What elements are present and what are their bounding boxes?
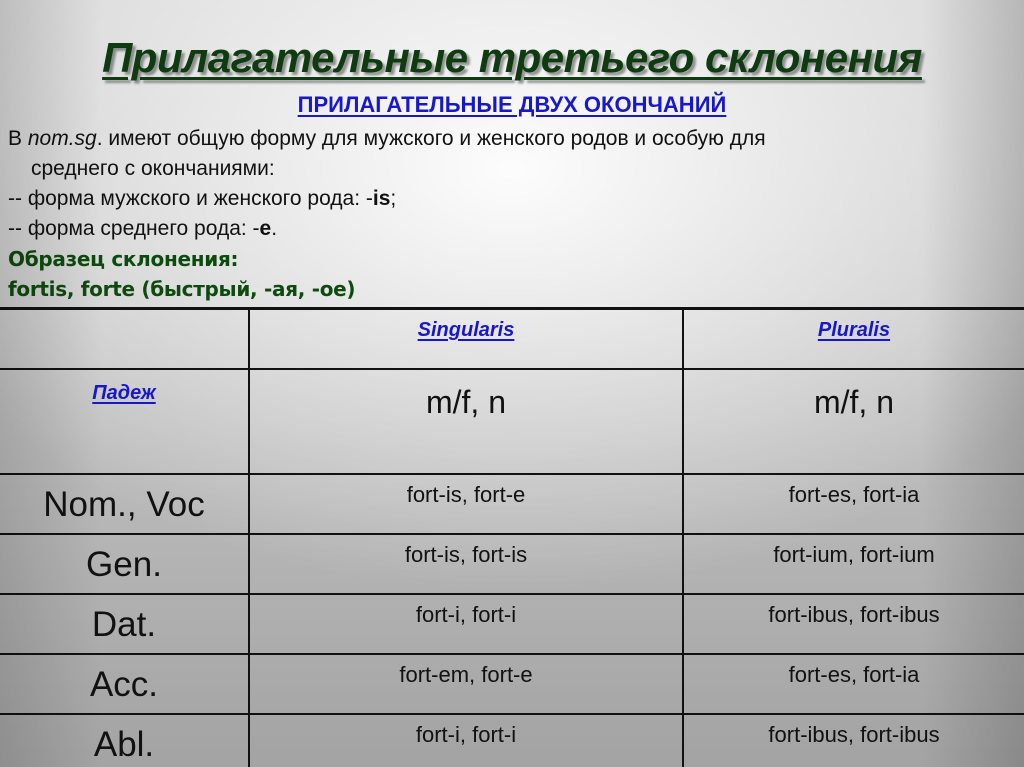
singular-gender-cell	[249, 369, 683, 474]
table-row	[0, 654, 1024, 714]
plural-cell	[683, 714, 1024, 767]
plural-gender-text: m/f, n	[813, 383, 894, 420]
table-row	[0, 534, 1024, 594]
singular-form: fort-i, fort-i	[415, 601, 517, 627]
plural-form: fort-ibus, fort-ibus	[768, 721, 940, 747]
intro-term: nom.sg	[27, 127, 97, 150]
singular-cell	[249, 654, 683, 714]
case-name: Gen.	[86, 544, 162, 584]
case-name: Dat.	[91, 604, 157, 644]
plural-cell	[683, 534, 1024, 594]
masc-fem-form-line	[8, 186, 1008, 212]
masc-fem-ending: is	[372, 187, 391, 210]
singular-form: fort-em, fort-e	[399, 661, 533, 687]
declension-table	[0, 307, 1024, 767]
table-row	[0, 594, 1024, 654]
header-plural-cell	[683, 309, 1024, 369]
sample-word: fortis, forte (быстрый, -ая, -ое)	[8, 277, 356, 301]
intro-rest: . имеют общую форму для мужского и женского родов и особую для	[96, 127, 766, 150]
case-cell	[0, 534, 249, 594]
description-block	[8, 126, 1008, 302]
intro-line-1	[8, 126, 1008, 152]
header-empty-cell	[0, 309, 249, 369]
padezh-link[interactable]: Падеж	[92, 381, 156, 404]
case-cell	[0, 714, 249, 767]
sample-label: Образец склонения:	[8, 247, 239, 271]
plural-form: fort-ibus, fort-ibus	[768, 601, 940, 627]
plural-form: fort-es, fort-ia	[788, 481, 920, 507]
case-cell	[0, 474, 249, 534]
singular-form: fort-i, fort-i	[415, 721, 517, 747]
intro-prefix: В	[8, 127, 28, 150]
singular-form: fort-is, fort-e	[406, 481, 526, 507]
case-cell	[0, 654, 249, 714]
intro-line-2: среднего с окончаниями:	[31, 157, 275, 180]
slide-title: Прилагательные третьего склонения	[102, 34, 922, 81]
case-cell	[0, 594, 249, 654]
gender-row	[0, 369, 1024, 474]
masc-fem-text: -- форма мужского и женского рода: -	[8, 187, 373, 210]
singular-cell	[249, 534, 683, 594]
neuter-ending: e	[259, 217, 272, 240]
neuter-text: -- форма среднего рода: -	[8, 217, 260, 240]
singular-cell	[249, 714, 683, 767]
pluralis-link[interactable]: Pluralis	[817, 319, 891, 341]
case-name: Nom., Voc	[43, 484, 205, 524]
header-singular-cell	[249, 309, 683, 369]
case-label-cell	[0, 369, 249, 474]
case-name: Acc.	[89, 664, 159, 704]
table-header-row	[0, 309, 1024, 369]
singular-cell	[249, 594, 683, 654]
singular-form: fort-is, fort-is	[404, 541, 528, 567]
section-subtitle-link[interactable]: ПРИЛАГАТЕЛЬНЫЕ ДВУХ ОКОНЧАНИЙ	[297, 92, 727, 117]
singular-cell	[249, 474, 683, 534]
singular-gender-text: m/f, n	[425, 383, 506, 420]
plural-cell	[683, 594, 1024, 654]
singularis-link[interactable]: Singularis	[417, 319, 515, 341]
neuter-form-line	[8, 216, 1008, 242]
plural-cell	[683, 654, 1024, 714]
plural-form: fort-ium, fort-ium	[773, 541, 935, 567]
neuter-suffix: .	[271, 217, 278, 240]
masc-fem-suffix: ;	[390, 187, 397, 210]
case-name: Abl.	[93, 724, 155, 764]
plural-gender-cell	[683, 369, 1024, 474]
table-row	[0, 714, 1024, 767]
plural-form: fort-es, fort-ia	[788, 661, 920, 687]
plural-cell	[683, 474, 1024, 534]
table-row	[0, 474, 1024, 534]
